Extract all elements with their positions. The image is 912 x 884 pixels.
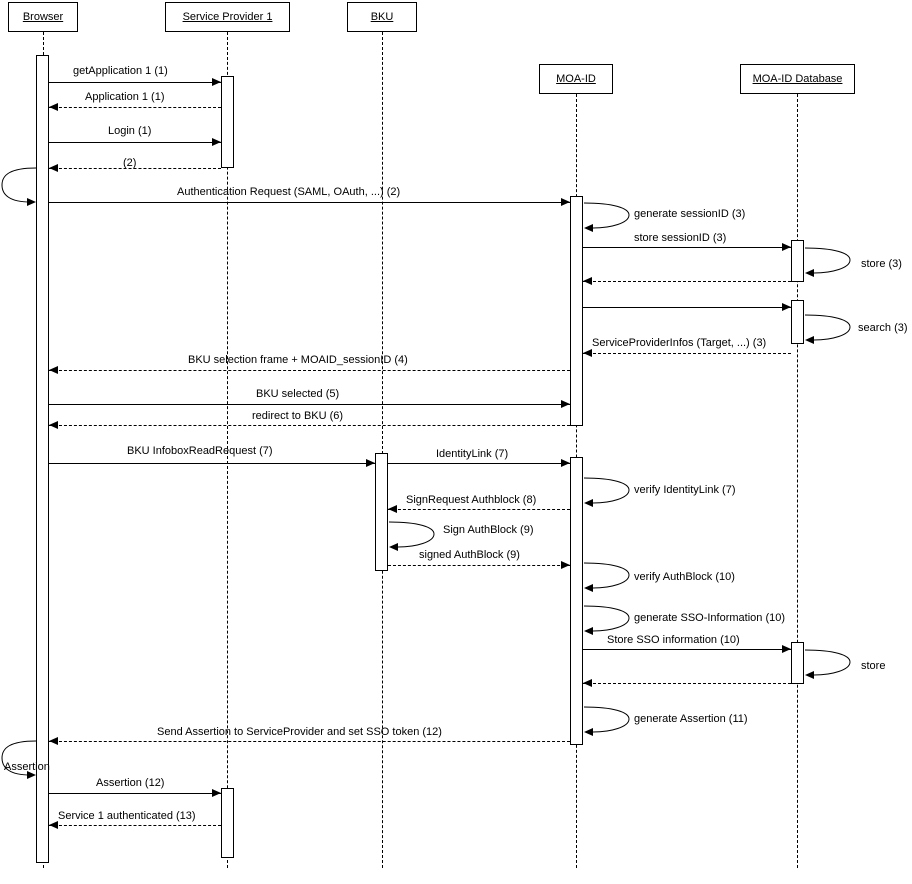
message-line-get-serviceproviderinfos: [583, 307, 791, 308]
self-message-label-search-3: search (3): [858, 322, 908, 334]
message-label-store-sso-information: Store SSO information (10): [607, 634, 740, 646]
message-arrow-redirect-2: [49, 164, 58, 172]
message-label-bku-selected: BKU selected (5): [256, 388, 340, 400]
message-arrow-store-sso-information: [782, 645, 791, 653]
message-line-service-authenticated: [49, 825, 221, 826]
message-arrow-signrequest-authblock: [388, 505, 397, 513]
self-message-label-verify-identitylink: verify IdentityLink (7): [634, 484, 736, 496]
message-arrow-store-sso-return: [583, 679, 592, 687]
message-line-send-assertion: [49, 741, 570, 742]
message-line-login-1: [49, 142, 221, 143]
lifeline-label-moa-id-database: MOA-ID Database: [752, 73, 843, 85]
message-label-identitylink: IdentityLink (7): [436, 448, 509, 460]
self-message-label-generate-assertion: generate Assertion (11): [634, 713, 748, 725]
message-label-get-application-1: getApplication 1 (1): [73, 65, 168, 77]
self-message-search-3: [804, 312, 856, 348]
loop-browser-assertion: [0, 738, 40, 780]
self-message-verify-authblock: [583, 560, 635, 596]
lifeline-label-browser: Browser: [22, 11, 64, 23]
message-label-service-authenticated: Service 1 authenticated (13): [58, 810, 196, 822]
lifeline-head-browser: [8, 2, 78, 32]
message-line-assertion-12: [49, 793, 221, 794]
message-arrow-bku-selection-frame: [49, 366, 58, 374]
activation-moaiddb-store: [791, 240, 804, 282]
message-line-bku-infoboxreadrequest: [49, 463, 375, 464]
activation-bku: [375, 453, 388, 571]
message-label-signed-authblock: signed AuthBlock (9): [419, 549, 520, 561]
message-label-send-assertion: Send Assertion to ServiceProvider and set SSO token (12): [157, 726, 442, 738]
message-arrow-store-sessionid-return: [583, 277, 592, 285]
message-line-get-application-1: [49, 82, 221, 83]
message-label-store-sessionid: store sessionID (3): [634, 232, 727, 244]
lifeline-head-moa-id-database: [740, 64, 855, 94]
message-line-authentication-request: [49, 202, 570, 203]
lifeline-line-bku: [382, 32, 383, 868]
self-message-label-generate-sso-information: generate SSO-Information (10): [634, 612, 786, 624]
loop-browser-redirect: [0, 165, 40, 207]
self-message-store-sso: [804, 647, 856, 683]
lifeline-head-service-provider-1: [165, 2, 290, 32]
message-arrow-bku-infoboxreadrequest: [366, 459, 375, 467]
message-arrow-identitylink: [561, 459, 570, 467]
self-message-label-generate-sessionid: generate sessionID (3): [634, 208, 746, 220]
self-message-label-verify-authblock: verify AuthBlock (10): [634, 571, 735, 583]
message-line-identitylink: [388, 463, 570, 464]
message-line-store-sessionid-return: [583, 281, 791, 282]
message-arrow-signed-authblock: [561, 561, 570, 569]
message-arrow-service-authenticated: [49, 821, 58, 829]
message-label-redirect-2: (2): [123, 157, 137, 169]
message-line-signed-authblock: [388, 565, 570, 566]
message-line-store-sessionid: [583, 247, 791, 248]
self-message-label-store-sso: store: [861, 660, 886, 672]
activation-sp1-assertion: [221, 788, 234, 858]
self-message-generate-assertion: [583, 704, 635, 740]
message-arrow-application-1: [49, 103, 58, 111]
message-arrow-login-1: [212, 138, 221, 146]
activation-moaiddb-sso: [791, 642, 804, 684]
self-message-verify-identitylink: [583, 475, 635, 511]
message-line-application-1: [49, 107, 221, 108]
message-line-store-sso-return: [583, 683, 791, 684]
lifeline-label-moa-id: MOA-ID: [556, 73, 596, 85]
lifeline-head-bku: [347, 2, 417, 32]
message-label-authentication-request: Authentication Request (SAML, OAuth, ...) (2): [177, 186, 401, 198]
message-arrow-serviceproviderinfos: [583, 349, 592, 357]
message-label-application-1: Application 1 (1): [85, 91, 165, 103]
lifeline-head-moa-id: [539, 64, 613, 94]
self-message-label-sign-authblock: Sign AuthBlock (9): [443, 524, 534, 536]
message-line-redirect-to-bku: [49, 425, 570, 426]
self-message-store-3: [804, 245, 856, 281]
lifeline-line-moa-id-database: [797, 94, 798, 868]
message-arrow-get-application-1: [212, 78, 221, 86]
message-label-assertion-12: Assertion (12): [96, 777, 165, 789]
message-arrow-send-assertion: [49, 737, 58, 745]
message-line-signrequest-authblock: [388, 509, 570, 510]
message-line-store-sso-information: [583, 649, 791, 650]
activation-moaid-identity: [570, 457, 583, 745]
message-label-login-1: Login (1): [108, 125, 152, 137]
self-message-generate-sessionid: [583, 200, 635, 236]
message-line-bku-selection-frame: [49, 370, 570, 371]
message-line-bku-selected: [49, 404, 570, 405]
loop-label-browser-assertion: Assertion: [4, 761, 50, 773]
activation-moaiddb-search: [791, 300, 804, 344]
message-arrow-assertion-12: [212, 789, 221, 797]
message-label-serviceproviderinfos: ServiceProviderInfos (Target, ...) (3): [592, 337, 767, 349]
lifeline-label-service-provider-1: Service Provider 1: [182, 11, 273, 23]
lifeline-label-bku: BKU: [370, 11, 394, 23]
message-label-bku-selection-frame: BKU selection frame + MOAID_sessionID (4): [188, 354, 408, 366]
message-label-signrequest-authblock: SignRequest Authblock (8): [406, 494, 537, 506]
message-label-redirect-to-bku: redirect to BKU (6): [252, 410, 344, 422]
message-label-bku-infoboxreadrequest: BKU InfoboxReadRequest (7): [127, 445, 273, 457]
message-arrow-bku-selected: [561, 400, 570, 408]
message-arrow-authentication-request: [561, 198, 570, 206]
activation-moaid-auth: [570, 196, 583, 426]
message-arrow-redirect-to-bku: [49, 421, 58, 429]
activation-sp1-login: [221, 76, 234, 168]
self-message-label-store-3: store (3): [861, 258, 902, 270]
message-line-serviceproviderinfos: [583, 353, 791, 354]
message-arrow-get-serviceproviderinfos: [782, 303, 791, 311]
message-arrow-store-sessionid: [782, 243, 791, 251]
